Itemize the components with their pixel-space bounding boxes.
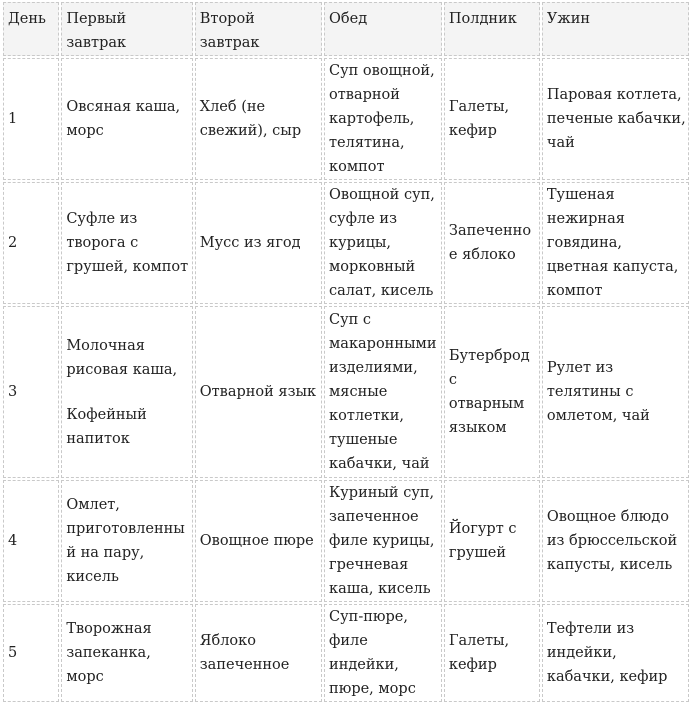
cell-second-breakfast: Овощное пюре <box>195 480 322 602</box>
cell-day: 1 <box>3 58 59 180</box>
cell-first-breakfast <box>61 306 192 478</box>
cell-dinner: Тефтели из индейки, кабачки, кефир <box>542 604 689 702</box>
meal-plan-table <box>1 0 691 704</box>
cell-lunch: Овощной суп, суфле из курицы, морковный салат, кисель <box>324 182 442 304</box>
cell-afternoon-snack: Бутерброд с отварным языком <box>444 306 540 478</box>
cell-dinner: Рулет из телятины с омлетом, чай <box>542 306 689 478</box>
cell-dinner: Тушеная нежирная говядина, цветная капуста, компот <box>542 182 689 304</box>
cell-first-breakfast <box>61 604 192 702</box>
cell-dinner: Паровая котлета, печеные кабачки, чай <box>542 58 689 180</box>
cell-text: Суфле из творога с грушей, компот <box>66 211 189 275</box>
table-row <box>3 182 689 304</box>
cell-second-breakfast: Яблоко запеченное <box>195 604 322 702</box>
cell-day: 5 <box>3 604 59 702</box>
cell-afternoon-snack: Галеты, кефир <box>444 58 540 180</box>
cell-text: Овсяная каша, морс <box>66 99 181 139</box>
cell-text: Творожная запеканка, морс <box>66 621 152 685</box>
table-row <box>3 58 689 180</box>
cell-text: Омлет, приготовленный на пару, кисель <box>66 497 185 585</box>
table-row <box>3 604 689 702</box>
header-day: День <box>3 2 59 56</box>
cell-afternoon-snack: Галеты, кефир <box>444 604 540 702</box>
cell-first-breakfast <box>61 58 192 180</box>
cell-day: 4 <box>3 480 59 602</box>
cell-dinner: Овощное блюдо из брюссельской капусты, кисель <box>542 480 689 602</box>
cell-day: 3 <box>3 306 59 478</box>
header-second-breakfast: Второй завтрак <box>195 2 322 56</box>
cell-second-breakfast: Хлеб (не свежий), сыр <box>195 58 322 180</box>
cell-second-breakfast: Мусс из ягод <box>195 182 322 304</box>
cell-lunch: Суп овощной, отварной картофель, телятина, компот <box>324 58 442 180</box>
cell-lunch: Куриный суп, запеченное филе курицы, гречневая каша, кисель <box>324 480 442 602</box>
cell-second-breakfast: Отварной язык <box>195 306 322 478</box>
cell-afternoon-snack: Йогурт с грушей <box>444 480 540 602</box>
header-afternoon-snack: Полдник <box>444 2 540 56</box>
cell-afternoon-snack: Запеченное яблоко <box>444 182 540 304</box>
table-row <box>3 306 689 478</box>
cell-text: Молочная рисовая каша, <box>66 337 178 378</box>
cell-lunch: Суп с макаронными изделиями, мясные котлетки, тушеные кабачки, чай <box>324 306 442 478</box>
header-first-breakfast: Первый завтрак <box>61 2 192 56</box>
table-row <box>3 480 689 602</box>
header-lunch: Обед <box>324 2 442 56</box>
cell-lunch: Суп-пюре, филе индейки, пюре, морс <box>324 604 442 702</box>
cell-text: Кофейный напиток <box>66 406 147 447</box>
cell-first-breakfast <box>61 182 192 304</box>
table-header-row <box>3 2 689 56</box>
cell-first-breakfast <box>61 480 192 602</box>
header-dinner: Ужин <box>542 2 689 56</box>
cell-day: 2 <box>3 182 59 304</box>
